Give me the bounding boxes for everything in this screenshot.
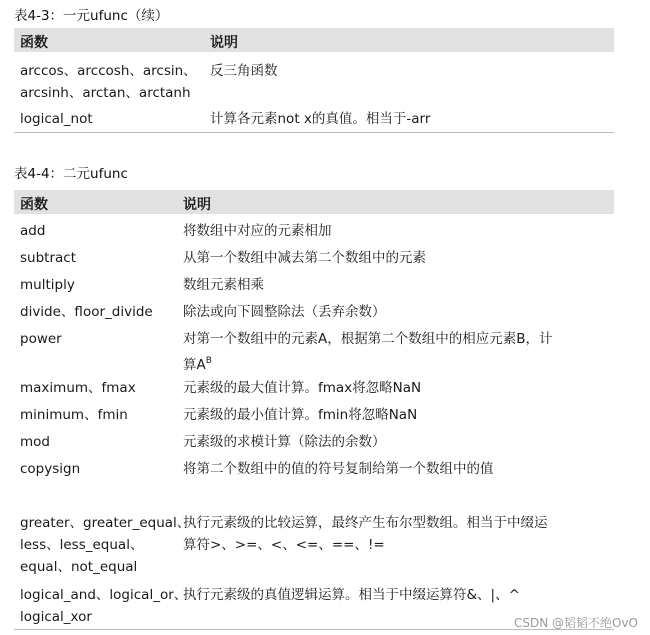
func-line: logical_xor [20, 609, 92, 625]
desc-cell: 从第一个数组中减去第二个数组中的元素 [183, 250, 426, 266]
desc-cell: 除法或向下圆整除法（丢弃余数） [183, 304, 386, 320]
desc-cell [210, 108, 430, 130]
func-cell: power [20, 331, 62, 347]
desc-cell: 元素级的求模计算（除法的余数） [183, 434, 386, 450]
table2-header [14, 190, 614, 214]
desc-line: 算符>、>=、<、<=、==、!= [183, 537, 385, 553]
func-cell: subtract [20, 250, 76, 266]
desc-line: 反三角函数 [210, 63, 278, 79]
func-line: arcsinh、arctan、arctanh [20, 85, 191, 101]
table1-caption: 表4-3：一元ufunc（续） [14, 8, 169, 24]
table2-caption: 表4-4：二元ufunc [14, 166, 128, 182]
func-cell: add [20, 223, 46, 239]
desc-cell: 元素级的最大值计算。fmax将忽略NaN [183, 380, 422, 396]
table2-header-desc: 说明 [183, 197, 211, 213]
table1-header [14, 28, 614, 52]
superscript-b: B [205, 356, 212, 366]
watermark: CSDN @韬韬不绝OvO [513, 616, 638, 630]
func-line: greater、greater_equal、 [20, 515, 191, 531]
desc-cell: 执行元素级的真值逻辑运算。相当于中缀运算符&、|、^ [183, 587, 520, 603]
table1-bottom-rule [14, 132, 614, 133]
func-line: logical_not [20, 111, 93, 127]
desc-cell: 将第二个数组中的值的符号复制给第一个数组中的值 [183, 461, 494, 477]
func-cell [20, 60, 197, 104]
desc-line: 对第一个数组中的元素A，根据第二个数组中的相应元素B，计 [183, 331, 553, 347]
table1 [14, 28, 614, 127]
desc-cell: 元素级的最小值计算。fmin将忽略NaN [183, 407, 418, 423]
func-cell: copysign [20, 461, 81, 477]
func-line: arccos、arccosh、arcsin、 [20, 63, 197, 79]
func-line: equal、not_equal [20, 559, 138, 575]
func-cell: multiply [20, 277, 75, 293]
desc-cell: 数组元素相乘 [183, 277, 264, 293]
desc-cell [210, 60, 278, 82]
func-cell [20, 108, 93, 130]
desc-cell [183, 512, 548, 556]
table1-header-func: 函数 [20, 35, 48, 51]
func-cell: mod [20, 434, 50, 450]
desc-line: 计算各元素not x的真值。相当于-arr [210, 111, 431, 127]
func-cell: divide、floor_divide [20, 304, 153, 320]
desc-cell [183, 328, 553, 376]
func-line: logical_and、logical_or、 [20, 587, 188, 603]
desc-line: 执行元素级的比较运算，最终产生布尔型数组。相当于中缀运 [183, 515, 548, 531]
desc-cell: 将数组中对应的元素相加 [183, 223, 332, 239]
func-cell [20, 512, 190, 578]
func-cell: maximum、fmax [20, 380, 136, 396]
func-cell: minimum、fmin [20, 407, 128, 423]
table2-header-func: 函数 [20, 197, 48, 213]
table1-header-desc: 说明 [210, 35, 238, 51]
func-line: less、less_equal、 [20, 537, 144, 553]
func-cell [20, 584, 187, 628]
desc-text: 算A [183, 357, 206, 373]
desc-line [183, 350, 553, 376]
